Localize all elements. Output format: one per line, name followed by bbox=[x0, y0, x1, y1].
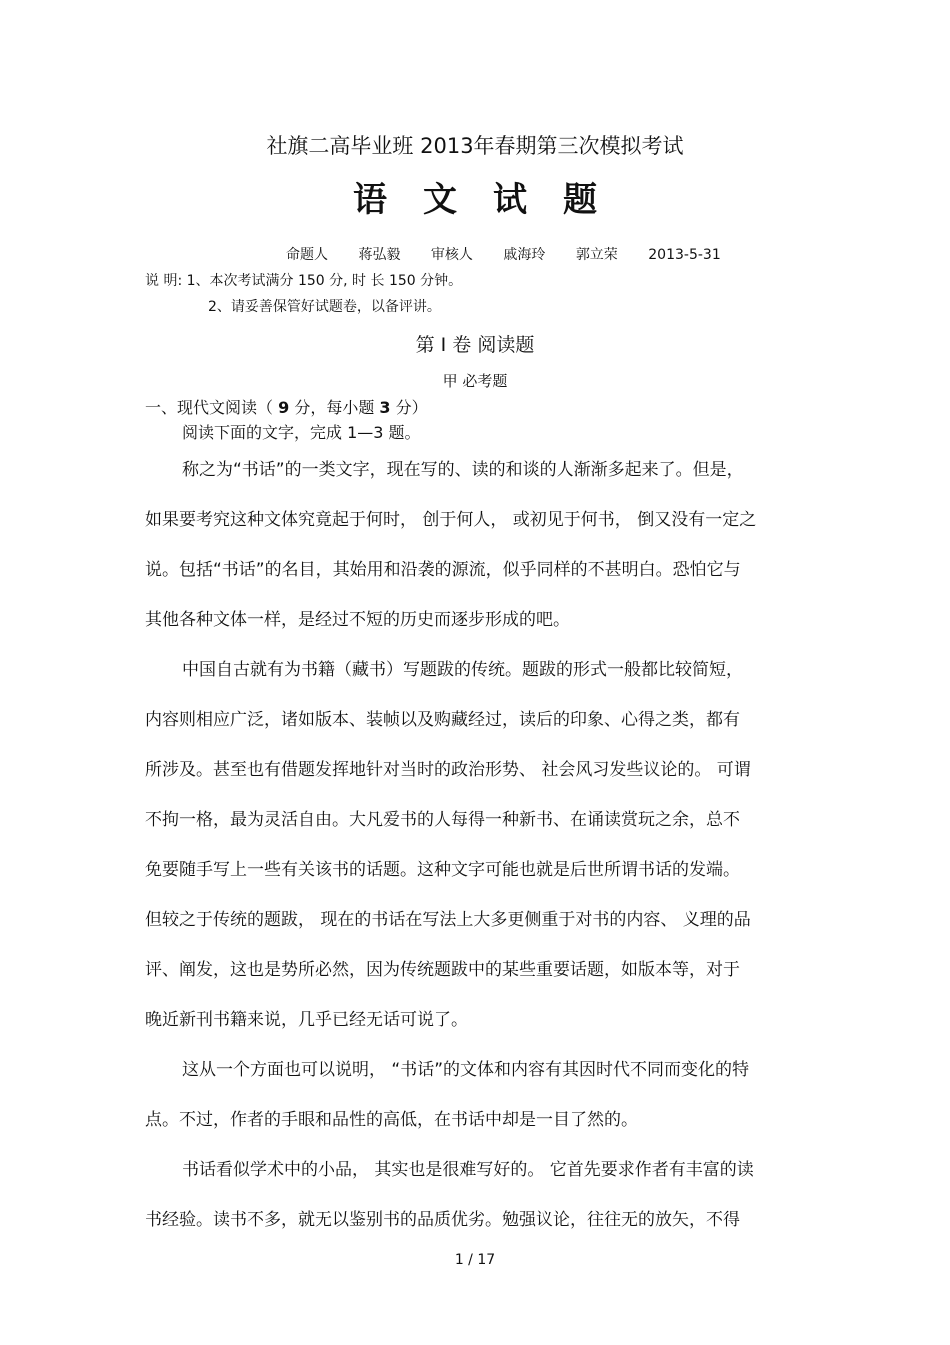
passage-line: 这从一个方面也可以说明， “书话”的文体和内容有其因时代不同而变化的特 bbox=[182, 1060, 750, 1080]
reviewer-name-1: 戚海玲 bbox=[503, 247, 546, 263]
passage-line: 评、阐发，这也是势所必然，因为传统题跋中的某些重要话题，如版本等，对于 bbox=[145, 960, 740, 980]
page-number: 1 / 17 bbox=[454, 1252, 496, 1268]
note-line-1: 说 明: 1、本次考试满分 150 分, 时 长 150 分钟。 bbox=[145, 273, 463, 289]
authors-line bbox=[286, 244, 721, 264]
passage-line: 说。包括“书话”的名目，其始用和沿袭的源流，似乎同样的不甚明白。恐怕它与 bbox=[145, 560, 741, 580]
question-instruction: 阅读下面的文字，完成 1—3 题。 bbox=[182, 423, 421, 442]
question-total-points: 9 bbox=[278, 398, 290, 417]
page-title: 语文试题 bbox=[353, 180, 633, 220]
proposer-label: 命题人 bbox=[286, 247, 328, 263]
passage-line: 不拘一格，最为灵活自由。大凡爱书的人每得一种新书、在诵读赏玩之余，总不 bbox=[145, 810, 740, 830]
passage-line: 其他各种文体一样，是经过不短的历史而逐步形成的吧。 bbox=[145, 610, 570, 630]
passage-line: 内容则相应广泛，诸如版本、装帧以及购藏经过，读后的印象、心得之类，都有 bbox=[145, 710, 740, 730]
proposer-name: 蒋弘毅 bbox=[358, 247, 401, 263]
passage-line: 书经验。读书不多，就无以鉴别书的品质优劣。勉强议论，往往无的放矢，不得 bbox=[145, 1210, 740, 1230]
question-per-points: 3 bbox=[379, 398, 391, 417]
section-title: 第 I 卷 阅读题 bbox=[415, 334, 535, 356]
subsection-title: 甲 必考题 bbox=[442, 372, 508, 390]
exam-header: 社旗二高毕业班 2013年春期第三次模拟考试 bbox=[266, 134, 684, 158]
question-heading-suffix: 分） bbox=[390, 398, 428, 417]
passage-line: 但较之于传统的题跋， 现在的书话在写法上大多更侧重于对书的内容、 义理的品 bbox=[145, 910, 751, 930]
question-heading-mid: 分，每小题 bbox=[289, 398, 380, 417]
passage-line: 所涉及。甚至也有借题发挥地针对当时的政治形势、 社会风习发些议论的。 可谓 bbox=[145, 760, 751, 780]
passage-line: 点。不过，作者的手眼和品性的高低，在书话中却是一目了然的。 bbox=[145, 1110, 638, 1130]
exam-date: 2013-5-31 bbox=[648, 247, 721, 263]
passage-line: 称之为“书话”的一类文字，现在写的、读的和谈的人渐渐多起来了。但是， bbox=[182, 460, 744, 480]
passage-line: 晚近新刊书籍来说，几乎已经无话可说了。 bbox=[145, 1010, 468, 1030]
passage-line: 中国自古就有为书籍（藏书）写题跋的传统。题跋的形式一般都比较简短， bbox=[182, 660, 743, 680]
reviewer-label: 审核人 bbox=[430, 247, 473, 263]
passage-line: 书话看似学术中的小品， 其实也是很难写好的。 它首先要求作者有丰富的读 bbox=[182, 1160, 754, 1180]
note-line-2: 2、请妥善保管好试题卷，以备评讲。 bbox=[208, 299, 441, 315]
passage-line: 免要随手写上一些有关该书的话题。这种文字可能也就是后世所谓书话的发端。 bbox=[145, 860, 740, 880]
reviewer-name-2: 郭立荣 bbox=[575, 247, 618, 263]
question-heading bbox=[145, 395, 428, 418]
question-heading-prefix: 一、现代文阅读（ bbox=[145, 398, 279, 417]
passage-line: 如果要考究这种文体究竟起于何时， 创于何人， 或初见于何书， 倒又没有一定之 bbox=[145, 510, 757, 530]
